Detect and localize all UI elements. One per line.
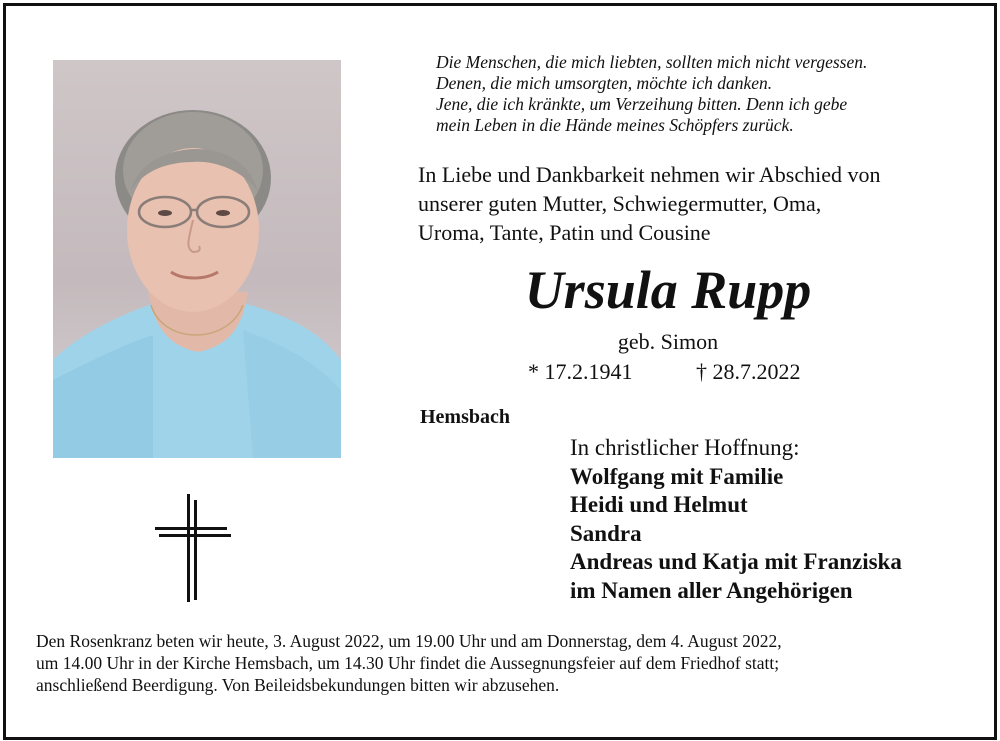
mourner-name: Heidi und Helmut (570, 492, 748, 517)
intro-text (418, 160, 978, 247)
poem-line: mein Leben in die Hände meines Schöpfers zurück. (436, 115, 794, 135)
notice-line: Den Rosenkranz beten wir heute, 3. August 2022, um 19.00 Uhr und am Donnerstag, dem 4. August 2022, (36, 631, 782, 651)
notice-line: um 14.00 Uhr in der Kirche Hemsbach, um 14.30 Uhr findet die Aussegnungsfeier auf dem Friedhof statt; (36, 653, 780, 673)
deceased-name: Ursula Rupp (524, 260, 812, 320)
mourners-heading: In christlicher Hoffnung: (570, 435, 800, 460)
birth-date: * 17.2.1941 (528, 359, 633, 384)
poem-line: Denen, die mich umsorgten, möchte ich danken. (436, 73, 773, 93)
mourner-name: im Namen aller Angehörigen (570, 577, 853, 603)
poem-line: Die Menschen, die mich liebten, sollten mich nicht vergessen. (436, 52, 868, 72)
cross-icon (155, 494, 231, 609)
death-date: † 28.7.2022 (696, 359, 801, 384)
mourner-name: Sandra (570, 520, 642, 546)
notice-line: anschließend Beerdigung. Von Beileidsbekundungen bitten wir abzusehen. (36, 675, 560, 695)
portrait-illustration (53, 60, 341, 458)
intro-line: In Liebe und Dankbarkeit nehmen wir Abschied von (418, 162, 881, 187)
maiden-name: geb. Simon (617, 329, 719, 354)
poem-line: Jene, die ich kränkte, um Verzeihung bitten. Denn ich gebe (436, 94, 848, 114)
poem (436, 52, 976, 136)
intro-line: unserer guten Mutter, Schwiegermutter, Oma, (418, 191, 822, 216)
mourner-name: Andreas und Katja mit Franziska (570, 549, 902, 574)
mourners-list (570, 434, 980, 605)
place-name: Hemsbach (420, 406, 510, 428)
mourner-name: Wolfgang mit Familie (570, 463, 784, 489)
service-notice (36, 630, 976, 696)
portrait-photo (53, 60, 341, 458)
intro-line: Uroma, Tante, Patin und Cousine (418, 220, 711, 245)
